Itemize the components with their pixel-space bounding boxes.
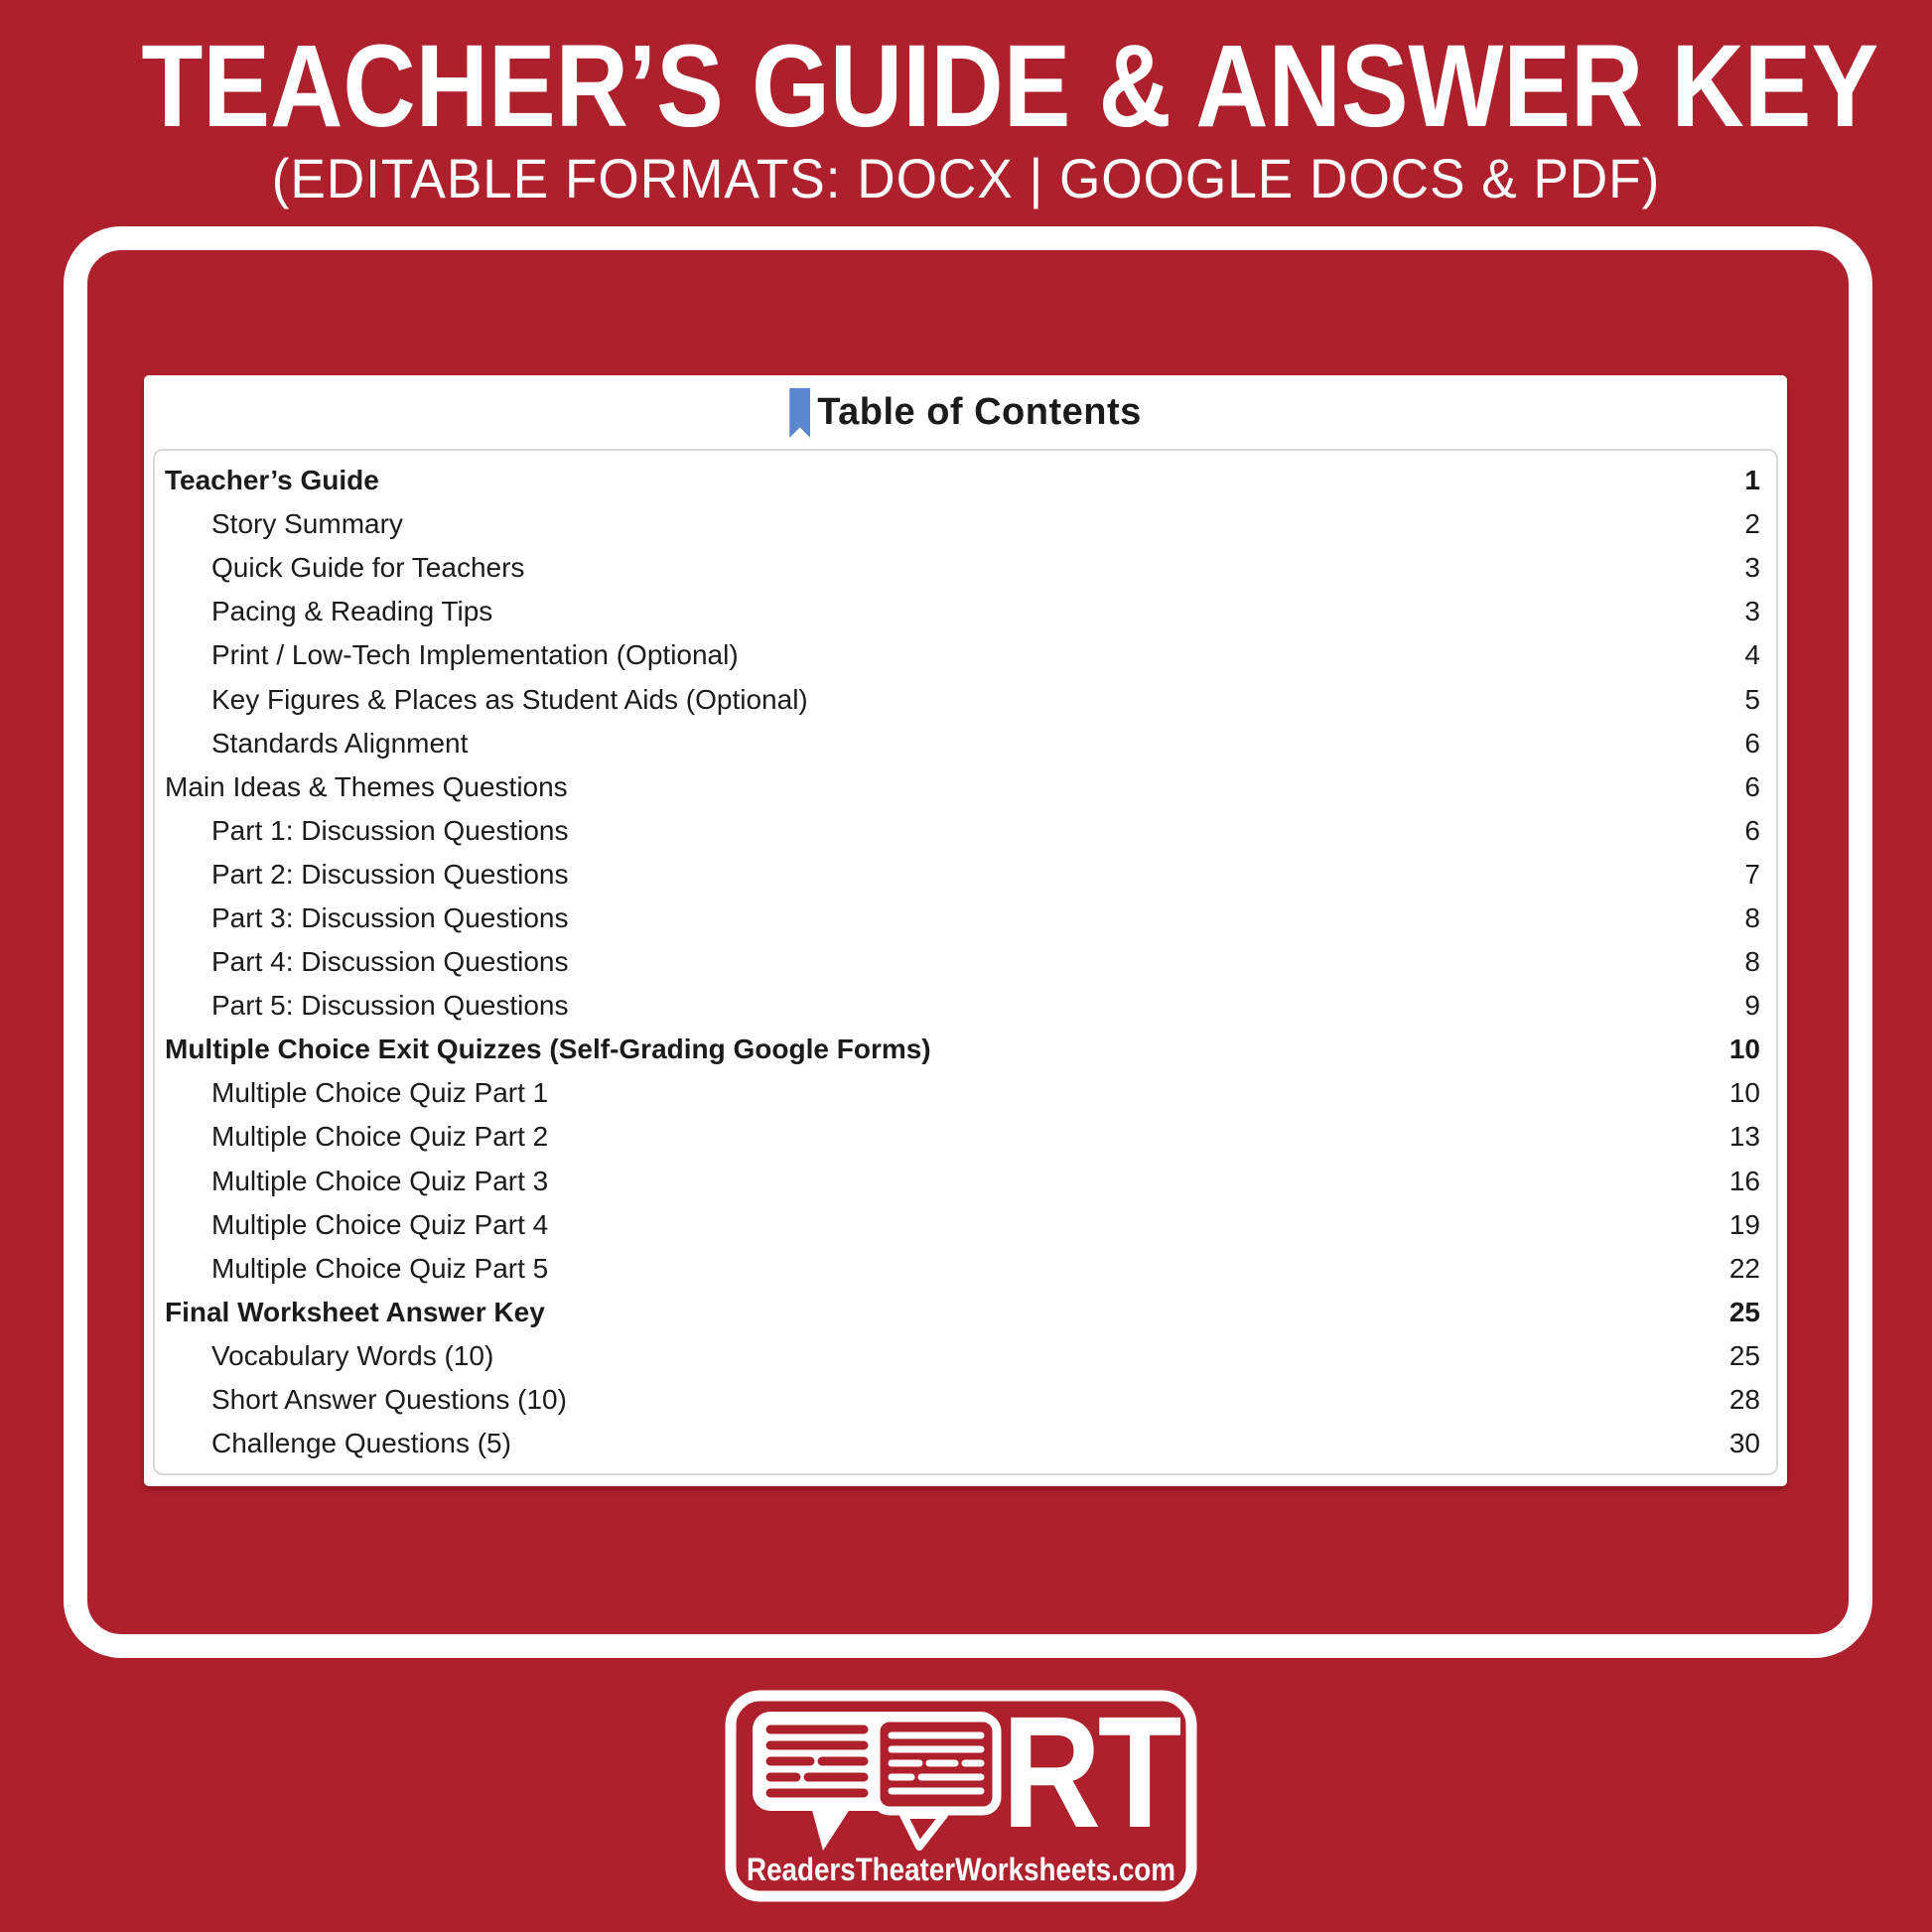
toc-entry-page: 9 bbox=[1744, 990, 1760, 1022]
toc-entry-page: 4 bbox=[1744, 639, 1760, 671]
toc-entry-label: Multiple Choice Exit Quizzes (Self-Grading Google Forms) bbox=[165, 1034, 931, 1065]
toc-entry-page: 8 bbox=[1744, 946, 1760, 978]
toc-entry bbox=[165, 1160, 1760, 1203]
toc-entry-label: Part 3: Discussion Questions bbox=[211, 901, 569, 933]
toc-entry bbox=[165, 897, 1760, 940]
toc-entry-page: 22 bbox=[1728, 1252, 1760, 1284]
toc-entry-label: Part 1: Discussion Questions bbox=[211, 814, 569, 846]
toc-entry-page: 5 bbox=[1744, 683, 1760, 715]
toc-entry-page: 3 bbox=[1744, 596, 1760, 627]
toc-entry-label: Main Ideas & Themes Questions bbox=[165, 770, 568, 802]
toc-entry bbox=[165, 1378, 1760, 1422]
toc-entry bbox=[165, 853, 1760, 897]
toc-entry-label: Multiple Choice Quiz Part 3 bbox=[211, 1165, 549, 1196]
toc-entry bbox=[165, 590, 1760, 633]
toc-entry-label: Story Summary bbox=[211, 508, 403, 540]
toc-entry-page: 25 bbox=[1728, 1339, 1760, 1371]
toc-entry bbox=[165, 1071, 1760, 1115]
toc-entry-page: 6 bbox=[1744, 770, 1760, 802]
page-title: TEACHER’S GUIDE & ANSWER KEY bbox=[141, 21, 1879, 152]
toc-entry bbox=[165, 984, 1760, 1028]
toc-entry-label: Teacher’s Guide bbox=[165, 465, 379, 496]
toc-entry bbox=[165, 1247, 1760, 1291]
toc-entry bbox=[165, 677, 1760, 721]
toc-entry-page: 3 bbox=[1744, 552, 1760, 584]
bookmark-icon bbox=[789, 388, 810, 438]
toc-entry bbox=[165, 1291, 1760, 1334]
toc-entry-label: Vocabulary Words (10) bbox=[211, 1339, 494, 1371]
toc-entry-label: Final Worksheet Answer Key bbox=[165, 1296, 545, 1327]
toc-entry-label: Pacing & Reading Tips bbox=[211, 596, 493, 627]
toc-entry bbox=[165, 546, 1760, 590]
toc-entry-page: 25 bbox=[1728, 1296, 1760, 1327]
toc-entry bbox=[165, 809, 1760, 853]
toc-entry-page: 16 bbox=[1728, 1165, 1760, 1196]
brand-logo bbox=[725, 1690, 1197, 1902]
toc-entry bbox=[165, 722, 1760, 765]
toc-entry-page: 2 bbox=[1744, 508, 1760, 540]
toc-entry-label: Part 5: Discussion Questions bbox=[211, 990, 569, 1022]
toc-entry-page: 6 bbox=[1744, 727, 1760, 759]
toc-entry bbox=[165, 1203, 1760, 1247]
toc-entry-page: 1 bbox=[1744, 465, 1760, 496]
page-subtitle: (EDITABLE FORMATS: DOCX | GOOGLE DOCS & PDF) bbox=[271, 147, 1661, 209]
headline bbox=[0, 21, 1932, 209]
toc-entry bbox=[165, 1028, 1760, 1071]
toc-entry-label: Multiple Choice Quiz Part 2 bbox=[211, 1121, 549, 1153]
toc-entry bbox=[165, 1115, 1760, 1159]
logo-website: ReadersTheaterWorksheets.com bbox=[747, 1852, 1175, 1887]
toc-entry-page: 10 bbox=[1728, 1034, 1760, 1065]
toc-entry-label: Multiple Choice Quiz Part 5 bbox=[211, 1252, 549, 1284]
toc-entry-label: Standards Alignment bbox=[211, 727, 469, 759]
toc-entry-label: Short Answer Questions (10) bbox=[211, 1384, 567, 1416]
toc-entry-page: 28 bbox=[1728, 1384, 1760, 1416]
toc-entry-label: Multiple Choice Quiz Part 4 bbox=[211, 1208, 549, 1240]
toc-entry bbox=[165, 459, 1760, 502]
toc-entry-label: Print / Low-Tech Implementation (Optional) bbox=[211, 639, 739, 671]
toc-heading: Table of Contents bbox=[817, 390, 1142, 433]
toc-entry-label: Key Figures & Places as Student Aids (Optional) bbox=[211, 683, 808, 715]
toc-list bbox=[153, 449, 1778, 1475]
toc-entry bbox=[165, 765, 1760, 809]
toc-entry bbox=[165, 940, 1760, 984]
toc-entry-label: Multiple Choice Quiz Part 1 bbox=[211, 1077, 549, 1109]
toc-entry-page: 10 bbox=[1728, 1077, 1760, 1109]
toc-entry-page: 6 bbox=[1744, 814, 1760, 846]
toc-entry bbox=[165, 502, 1760, 546]
document-card bbox=[144, 375, 1787, 1486]
toc-entry-label: Challenge Questions (5) bbox=[211, 1428, 511, 1459]
toc-entry-page: 13 bbox=[1728, 1121, 1760, 1153]
toc-header bbox=[144, 375, 1787, 449]
toc-entry-page: 7 bbox=[1744, 858, 1760, 890]
toc-entry bbox=[165, 1334, 1760, 1378]
toc-entry-page: 8 bbox=[1744, 901, 1760, 933]
toc-entry-label: Part 4: Discussion Questions bbox=[211, 946, 569, 978]
speech-bubbles-icon bbox=[725, 1690, 1197, 1902]
toc-entry bbox=[165, 633, 1760, 677]
toc-entry-label: Part 2: Discussion Questions bbox=[211, 858, 569, 890]
toc-entry-page: 19 bbox=[1728, 1208, 1760, 1240]
logo-monogram: RT bbox=[1002, 1690, 1181, 1861]
toc-entry bbox=[165, 1422, 1760, 1465]
toc-entry-label: Quick Guide for Teachers bbox=[211, 552, 525, 584]
toc-entry-page: 30 bbox=[1728, 1428, 1760, 1459]
